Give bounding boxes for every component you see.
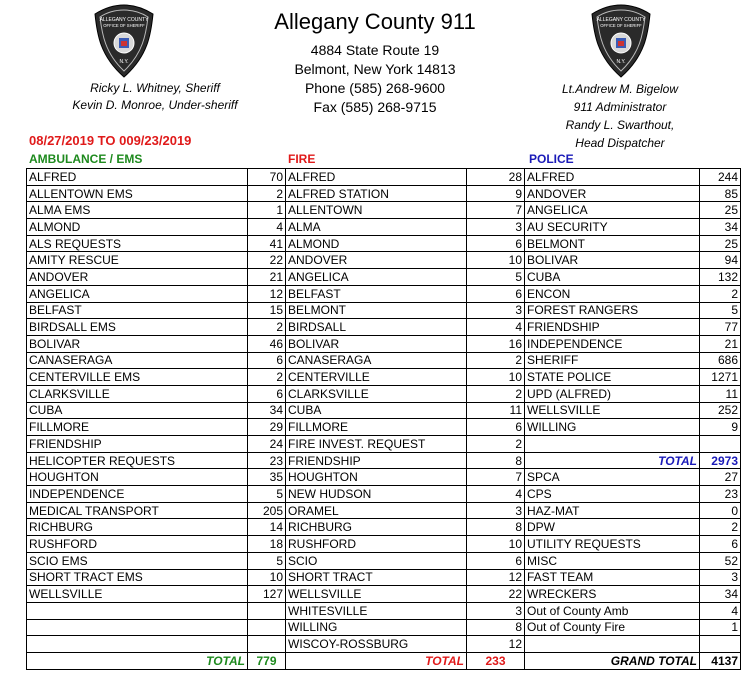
fire-agency-name: CUBA <box>286 402 467 419</box>
fire-call-count: 5 <box>467 269 525 286</box>
ems-call-count: 18 <box>248 536 286 553</box>
ems-agency-name: ANGELICA <box>27 285 248 302</box>
table-row <box>27 502 741 519</box>
ems-agency-name: ALFRED <box>27 169 248 186</box>
undersheriff-name: Kevin D. Monroe, Under-sheriff <box>72 98 238 112</box>
administrator-title: 911 Administrator <box>573 100 667 114</box>
fire-call-count: 6 <box>467 552 525 569</box>
table-row <box>27 469 741 486</box>
address-street: 4884 State Route 19 <box>310 42 440 58</box>
administrator-name: Lt.Andrew M. Bigelow <box>561 82 679 96</box>
call-count-table <box>26 168 741 670</box>
ems-agency-name: ALLENTOWN EMS <box>27 185 248 202</box>
ems-call-count: 46 <box>248 335 286 352</box>
fire-agency-name: SCIO <box>286 552 467 569</box>
fire-call-count: 8 <box>467 519 525 536</box>
police-call-count: 11 <box>700 385 741 402</box>
fire-call-count: 3 <box>467 219 525 236</box>
fire-agency-name: FILLMORE <box>286 419 467 436</box>
fire-agency-name: CLARKSVILLE <box>286 385 467 402</box>
fire-call-count: 12 <box>467 636 525 653</box>
police-call-count: 27 <box>700 469 741 486</box>
fire-call-count: 10 <box>467 536 525 553</box>
police-call-count: 2 <box>700 285 741 302</box>
badge-left-line3: N.Y. <box>119 59 129 65</box>
ems-agency-name: MEDICAL TRANSPORT <box>27 502 248 519</box>
fire-agency-name: FIRE INVEST. REQUEST <box>286 436 467 453</box>
dispatcher-title: Head Dispatcher <box>575 136 665 150</box>
police-agency-name: HAZ-MAT <box>525 502 700 519</box>
fire-agency-name: ALLENTOWN <box>286 202 467 219</box>
police-call-count: 34 <box>700 219 741 236</box>
ems-call-count: 1 <box>248 202 286 219</box>
table-row <box>27 185 741 202</box>
ems-agency-name: SHORT TRACT EMS <box>27 569 248 586</box>
fire-agency-name: RICHBURG <box>286 519 467 536</box>
police-agency-name: FRIENDSHIP <box>525 319 700 336</box>
ems-agency-name: FRIENDSHIP <box>27 436 248 453</box>
ems-call-count: 2 <box>248 319 286 336</box>
table-row <box>27 486 741 503</box>
ems-call-count: 41 <box>248 235 286 252</box>
police-call-count: 6 <box>700 536 741 553</box>
police-call-count: 1271 <box>700 369 741 386</box>
ems-agency-name: FILLMORE <box>27 419 248 436</box>
fire-agency-name: WHITESVILLE <box>286 602 467 619</box>
ems-call-count: 12 <box>248 285 286 302</box>
fire-call-count: 9 <box>467 185 525 202</box>
fire-call-count: 3 <box>467 302 525 319</box>
table-row <box>27 519 741 536</box>
police-agency-name: INDEPENDENCE <box>525 335 700 352</box>
ems-call-count: 205 <box>248 502 286 519</box>
ems-call-count: 21 <box>248 269 286 286</box>
fire-call-count: 10 <box>467 252 525 269</box>
ems-call-count: 6 <box>248 352 286 369</box>
fire-agency-name: NEW HUDSON <box>286 486 467 503</box>
fire-agency-name: CENTERVILLE <box>286 369 467 386</box>
fire-agency-name: ANDOVER <box>286 252 467 269</box>
ems-agency-name <box>27 602 248 619</box>
ems-agency-name: ANDOVER <box>27 269 248 286</box>
fire-call-count: 6 <box>467 285 525 302</box>
police-call-count: 2 <box>700 519 741 536</box>
police-call-count: 77 <box>700 319 741 336</box>
police-call-count: 1 <box>700 619 741 636</box>
police-call-count: 52 <box>700 552 741 569</box>
fire-call-count: 28 <box>467 169 525 186</box>
table-row <box>27 419 741 436</box>
police-agency-name: UPD (ALFRED) <box>525 385 700 402</box>
fire-call-count: 16 <box>467 335 525 352</box>
ems-agency-name: CUBA <box>27 402 248 419</box>
ems-agency-name: INDEPENDENCE <box>27 486 248 503</box>
ems-agency-name: CLARKSVILLE <box>27 385 248 402</box>
fire-call-count: 4 <box>467 319 525 336</box>
fire-call-count: 6 <box>467 419 525 436</box>
ems-agency-name: RICHBURG <box>27 519 248 536</box>
ems-agency-name: BIRDSALL EMS <box>27 319 248 336</box>
fire-agency-name: HOUGHTON <box>286 469 467 486</box>
ems-call-count: 23 <box>248 452 286 469</box>
police-call-count: 25 <box>700 202 741 219</box>
fire-agency-name: WELLSVILLE <box>286 586 467 603</box>
ems-call-count <box>248 636 286 653</box>
police-agency-name: SHERIFF <box>525 352 700 369</box>
fire-call-count: 6 <box>467 235 525 252</box>
fire-agency-name: BELFAST <box>286 285 467 302</box>
table-row <box>27 302 741 319</box>
ems-agency-name: HOUGHTON <box>27 469 248 486</box>
fire-agency-name: ORAMEL <box>286 502 467 519</box>
sheriff-info <box>40 80 270 114</box>
ems-call-count: 14 <box>248 519 286 536</box>
badge-left-line1: ALLEGANY COUNTY <box>99 17 149 23</box>
ems-agency-name: HELICOPTER REQUESTS <box>27 452 248 469</box>
fire-call-count: 2 <box>467 385 525 402</box>
sheriff-name: Ricky L. Whitney, Sheriff <box>90 81 220 95</box>
police-agency-name: WELLSVILLE <box>525 402 700 419</box>
police-call-count: 0 <box>700 502 741 519</box>
ems-section-header: AMBULANCE / EMS <box>29 152 143 166</box>
table-row <box>27 369 741 386</box>
table-row <box>27 436 741 453</box>
fire-agency-name: BELMONT <box>286 302 467 319</box>
fire-agency-name: ALMA <box>286 219 467 236</box>
fire-call-count: 22 <box>467 586 525 603</box>
fire-agency-name: RUSHFORD <box>286 536 467 553</box>
police-call-count: 5 <box>700 302 741 319</box>
fire-call-count: 12 <box>467 569 525 586</box>
police-section-header: POLICE <box>529 152 574 166</box>
police-agency-name: BELMONT <box>525 235 700 252</box>
badge-left-line2: OFFICE OF SHERIFF <box>103 23 145 28</box>
ems-call-count: 29 <box>248 419 286 436</box>
police-agency-name: FOREST RANGERS <box>525 302 700 319</box>
administrator-info <box>525 80 715 152</box>
police-call-count: 686 <box>700 352 741 369</box>
fire-call-count: 8 <box>467 619 525 636</box>
ems-agency-name: CENTERVILLE EMS <box>27 369 248 386</box>
fire-agency-name: WISCOY-ROSSBURG <box>286 636 467 653</box>
fire-agency-name: ALFRED STATION <box>286 185 467 202</box>
fire-agency-name: ALMOND <box>286 235 467 252</box>
ems-call-count <box>248 619 286 636</box>
ems-agency-name: RUSHFORD <box>27 536 248 553</box>
ems-call-count: 2 <box>248 369 286 386</box>
ems-agency-name <box>27 619 248 636</box>
police-agency-name: WRECKERS <box>525 586 700 603</box>
ems-call-count: 22 <box>248 252 286 269</box>
police-agency-name: BOLIVAR <box>525 252 700 269</box>
police-agency-name: DPW <box>525 519 700 536</box>
table-row <box>27 169 741 186</box>
badge-right-line2: OFFICE OF SHERIFF <box>600 23 642 28</box>
fire-call-count: 7 <box>467 469 525 486</box>
page-title: Allegany County 911 <box>274 9 476 34</box>
ems-call-count: 6 <box>248 385 286 402</box>
fire-call-count: 7 <box>467 202 525 219</box>
police-call-count: 94 <box>700 252 741 269</box>
fire-call-count: 8 <box>467 452 525 469</box>
table-row <box>27 385 741 402</box>
ems-call-count <box>248 602 286 619</box>
ems-agency-name: CANASERAGA <box>27 352 248 369</box>
ems-call-count: 2 <box>248 185 286 202</box>
ems-agency-name: ALS REQUESTS <box>27 235 248 252</box>
ems-call-count: 24 <box>248 436 286 453</box>
police-call-count: 85 <box>700 185 741 202</box>
police-call-count: 25 <box>700 235 741 252</box>
table-row <box>27 552 741 569</box>
ems-call-count: 5 <box>248 486 286 503</box>
police-agency-name: FAST TEAM <box>525 569 700 586</box>
table-row <box>27 235 741 252</box>
police-agency-name: CPS <box>525 486 700 503</box>
police-agency-name <box>525 636 700 653</box>
police-agency-name: WILLING <box>525 419 700 436</box>
table-row <box>27 619 741 636</box>
ems-call-count: 70 <box>248 169 286 186</box>
table-row <box>27 352 741 369</box>
table-row <box>27 569 741 586</box>
fire-call-count: 11 <box>467 402 525 419</box>
fire-call-count: 10 <box>467 369 525 386</box>
table-row <box>27 602 741 619</box>
table-row <box>27 586 741 603</box>
police-agency-name: ENCON <box>525 285 700 302</box>
police-total-label: GRAND TOTAL <box>525 652 700 669</box>
ems-agency-name: ALMOND <box>27 219 248 236</box>
ems-call-count: 15 <box>248 302 286 319</box>
police-call-count: 34 <box>700 586 741 603</box>
police-agency-name: STATE POLICE <box>525 369 700 386</box>
ems-call-count: 5 <box>248 552 286 569</box>
police-call-count <box>700 636 741 653</box>
fire-agency-name: FRIENDSHIP <box>286 452 467 469</box>
fire-call-count: 3 <box>467 502 525 519</box>
ems-agency-name: WELLSVILLE <box>27 586 248 603</box>
police-call-count: 9 <box>700 419 741 436</box>
police-total-value: 4137 <box>700 652 741 669</box>
badge-right-line3: N.Y. <box>616 59 626 65</box>
table-row <box>27 319 741 336</box>
table-row <box>27 202 741 219</box>
fire-total-value: 233 <box>467 652 525 669</box>
police-subtotal-value: 2973 <box>700 452 741 469</box>
fire-section-header: FIRE <box>288 152 316 166</box>
ems-total-value: 779 <box>248 652 286 669</box>
fire-agency-name: ANGELICA <box>286 269 467 286</box>
police-agency-name: Out of County Amb <box>525 602 700 619</box>
fire-agency-name: ALFRED <box>286 169 467 186</box>
address-phone: Phone (585) 268-9600 <box>304 80 446 96</box>
police-agency-name: ANDOVER <box>525 185 700 202</box>
table-row <box>27 636 741 653</box>
police-call-count: 252 <box>700 402 741 419</box>
police-call-count <box>700 436 741 453</box>
ems-agency-name: ALMA EMS <box>27 202 248 219</box>
ems-call-count: 10 <box>248 569 286 586</box>
police-call-count: 3 <box>700 569 741 586</box>
fire-agency-name: BIRDSALL <box>286 319 467 336</box>
table-row <box>27 252 741 269</box>
fire-call-count: 2 <box>467 436 525 453</box>
fire-agency-name: CANASERAGA <box>286 352 467 369</box>
police-agency-name: ALFRED <box>525 169 700 186</box>
ems-agency-name <box>27 636 248 653</box>
ems-call-count: 127 <box>248 586 286 603</box>
fire-call-count: 3 <box>467 602 525 619</box>
police-agency-name: ANGELICA <box>525 202 700 219</box>
ems-total-label: TOTAL <box>27 652 248 669</box>
table-row <box>27 219 741 236</box>
table-row <box>27 536 741 553</box>
fire-agency-name: WILLING <box>286 619 467 636</box>
police-agency-name: Out of County Fire <box>525 619 700 636</box>
dispatcher-name: Randy L. Swarthout, <box>565 118 675 132</box>
police-agency-name <box>525 436 700 453</box>
police-agency-name: SPCA <box>525 469 700 486</box>
table-row <box>27 452 741 469</box>
ems-call-count: 4 <box>248 219 286 236</box>
table-row <box>27 402 741 419</box>
police-call-count: 244 <box>700 169 741 186</box>
police-agency-name: UTILITY REQUESTS <box>525 536 700 553</box>
date-range: 08/27/2019 TO 009/23/2019 <box>29 133 192 148</box>
table-row <box>27 335 741 352</box>
police-agency-name: MISC <box>525 552 700 569</box>
fire-call-count: 2 <box>467 352 525 369</box>
table-row <box>27 285 741 302</box>
address-fax: Fax (585) 268-9715 <box>313 99 437 115</box>
totals-row <box>27 652 741 669</box>
police-call-count: 4 <box>700 602 741 619</box>
fire-agency-name: BOLIVAR <box>286 335 467 352</box>
badge-right-line1: ALLEGANY COUNTY <box>596 17 646 23</box>
police-call-count: 21 <box>700 335 741 352</box>
table-row <box>27 269 741 286</box>
police-agency-name: CUBA <box>525 269 700 286</box>
ems-agency-name: SCIO EMS <box>27 552 248 569</box>
ems-call-count: 34 <box>248 402 286 419</box>
fire-total-label: TOTAL <box>286 652 467 669</box>
ems-call-count: 35 <box>248 469 286 486</box>
police-call-count: 132 <box>700 269 741 286</box>
police-subtotal-label: TOTAL <box>525 452 700 469</box>
ems-agency-name: BOLIVAR <box>27 335 248 352</box>
ems-agency-name: BELFAST <box>27 302 248 319</box>
address-city: Belmont, New York 14813 <box>294 61 456 77</box>
ems-agency-name: AMITY RESCUE <box>27 252 248 269</box>
police-call-count: 23 <box>700 486 741 503</box>
police-agency-name: AU SECURITY <box>525 219 700 236</box>
fire-agency-name: SHORT TRACT <box>286 569 467 586</box>
fire-call-count: 4 <box>467 486 525 503</box>
